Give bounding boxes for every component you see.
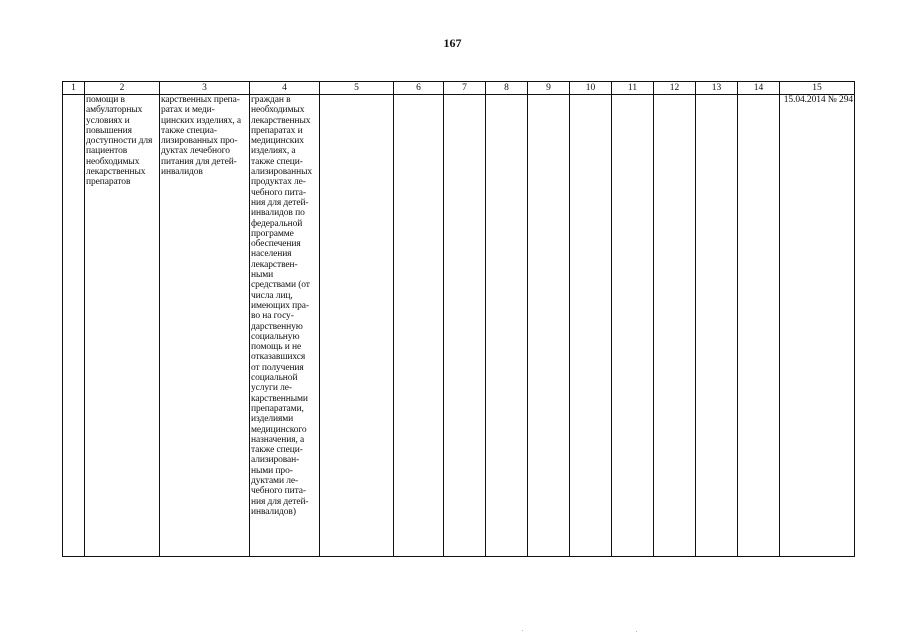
page-number: 167	[443, 36, 462, 50]
scan-speck	[636, 631, 637, 632]
table-row	[63, 95, 855, 557]
column-header-3: 3	[160, 82, 250, 95]
column-header-11: 11	[612, 82, 654, 95]
cell-col-1	[63, 95, 85, 557]
cell-col-15	[780, 95, 855, 557]
column-header-12: 12	[654, 82, 696, 95]
cell-col-11	[612, 95, 654, 557]
column-header-2: 2	[85, 82, 160, 95]
column-header-14: 14	[738, 82, 780, 95]
column-header-1: 1	[63, 82, 85, 95]
data-table	[62, 81, 855, 557]
column-header-8: 8	[486, 82, 528, 95]
scan-speck	[522, 630, 523, 631]
cell-col-7	[444, 95, 486, 557]
cell-text-col-2: помощи в амбулаторных условиях и повышения доступности для пациентов необходимых лекарственных препаратов	[86, 95, 153, 188]
column-header-7: 7	[444, 82, 486, 95]
cell-col-6	[394, 95, 444, 557]
column-header-4: 4	[250, 82, 320, 95]
cell-col-5	[320, 95, 394, 557]
column-header-9: 9	[528, 82, 570, 95]
cell-text-col-15: 15.04.2014 № 294	[783, 95, 853, 105]
column-header-15: 15	[780, 82, 855, 95]
cell-col-4	[250, 95, 320, 557]
cell-col-2	[85, 95, 160, 557]
cell-col-10	[570, 95, 612, 557]
cell-text-col-4: граждан в необходимых лекарственных препаратах и медицинских изделиях, а также специ- ализированных продуктах ле- чебного пита- ния для детей- инвалидов по федеральной программе обеспечения населения лекарствен- ными средствами (от числа лиц, имеющих пра- во на госу- дарственную социальную помощь и не отказавшихся от получения социальной услуги ле- карственными препаратами, изделиями медицинского назначения, а также специ- ализирован- ными про- дуктами ле- чебного пита- ния для детей- инвалидов)	[251, 95, 313, 517]
cell-col-3	[160, 95, 250, 557]
column-header-13: 13	[696, 82, 738, 95]
header-row	[63, 82, 855, 95]
column-header-10: 10	[570, 82, 612, 95]
column-header-6: 6	[394, 82, 444, 95]
cell-col-14	[738, 95, 780, 557]
cell-col-13	[696, 95, 738, 557]
cell-text-col-3: карственных препа- ратах и меди- цинских изделиях, а также специа- лизированных про- дуктах лечебного питания для детей- инвалидов	[161, 95, 242, 178]
cell-col-12	[654, 95, 696, 557]
column-header-5: 5	[320, 82, 394, 95]
cell-col-9	[528, 95, 570, 557]
cell-col-8	[486, 95, 528, 557]
